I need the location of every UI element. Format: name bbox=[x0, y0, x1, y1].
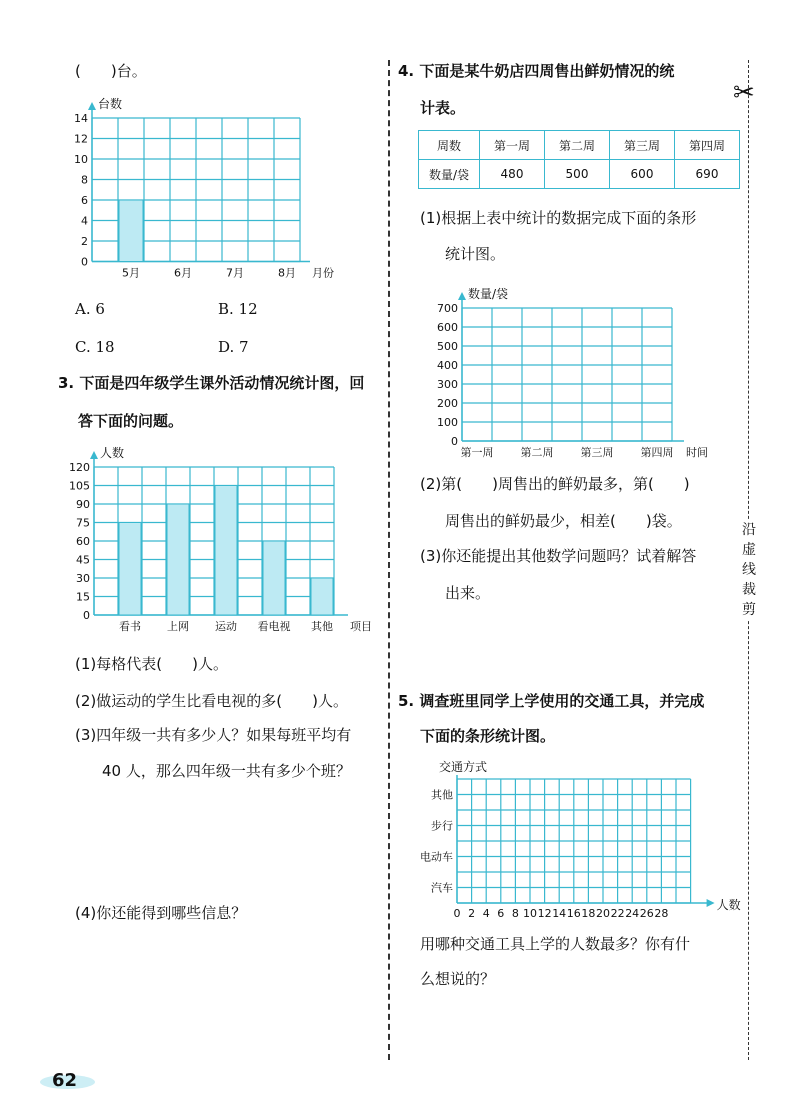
x-tick-label: 第三周 bbox=[580, 446, 614, 458]
q5-title-1: 5. 调查班里同学上学使用的交通工具，并完成 bbox=[398, 692, 705, 710]
x-tick-label: 20 bbox=[596, 907, 610, 920]
cut-instruction: 沿虚线裁剪 bbox=[742, 522, 756, 618]
x-tick-label: 运动 bbox=[215, 620, 237, 633]
x-tick-label: 上网 bbox=[167, 620, 189, 633]
table-cell: 周数 bbox=[419, 131, 480, 160]
bar bbox=[119, 523, 141, 616]
q2-chart bbox=[60, 88, 370, 288]
q3-title-2: 答下面的问题。 bbox=[78, 412, 184, 430]
x-tick-label: 10 bbox=[523, 907, 537, 920]
x-axis-title: 时间 bbox=[686, 446, 708, 458]
page-number: 62 bbox=[52, 1070, 78, 1091]
q4-sub3-2: 出来。 bbox=[445, 584, 491, 602]
q3-sub4: (4)你还能得到哪些信息？ bbox=[75, 904, 247, 922]
y-axis-title: 交通方式 bbox=[439, 760, 488, 774]
q4-sub3-1: (3)你还能提出其他数学问题吗？试着解答 bbox=[420, 547, 697, 565]
x-tick-label: 0 bbox=[453, 907, 461, 920]
y-tick-label: 0 bbox=[81, 255, 88, 269]
table-cell: 第一周 bbox=[480, 131, 545, 160]
table-cell: 第四周 bbox=[675, 131, 740, 160]
y-tick-label: 2 bbox=[81, 235, 88, 248]
q4-sub1-2: 统计图。 bbox=[445, 245, 506, 263]
x-tick-label: 4 bbox=[482, 907, 490, 920]
y-tick-label: 0 bbox=[451, 435, 458, 448]
x-axis-title: 月份 bbox=[312, 266, 334, 280]
x-tick-label: 26 bbox=[639, 907, 654, 920]
q2-option-b[interactable]: B. 12 bbox=[218, 300, 258, 318]
q2-option-c[interactable]: C. 18 bbox=[75, 338, 115, 356]
bar bbox=[167, 504, 189, 615]
x-tick-label: 28 bbox=[654, 907, 669, 920]
x-tick-label: 第四周 bbox=[640, 446, 674, 458]
y-tick-label: 600 bbox=[437, 321, 458, 334]
x-tick-label: 2 bbox=[468, 907, 476, 920]
x-axis-title: 人数 bbox=[716, 898, 741, 912]
y-tick-label: 700 bbox=[437, 302, 458, 315]
y-tick-label: 200 bbox=[437, 397, 458, 410]
q2-blank-line: ( )台。 bbox=[75, 62, 147, 80]
table-cell: 第二周 bbox=[545, 131, 610, 160]
x-tick-label: 16 bbox=[566, 907, 581, 920]
table-cell: 480 bbox=[480, 160, 545, 189]
q4-sub2-1: (2)第( )周售出的鲜奶最多，第( ) bbox=[420, 475, 690, 493]
table-cell: 690 bbox=[675, 160, 740, 189]
q3-sub3-2: 40 人，那么四年级一共有多少个班？ bbox=[102, 762, 351, 780]
x-tick-label: 8月 bbox=[278, 266, 296, 280]
y-tick-label: 电动车 bbox=[420, 850, 453, 864]
q5-title-2: 下面的条形统计图。 bbox=[420, 727, 556, 745]
y-tick-label: 105 bbox=[69, 479, 90, 493]
y-tick-label: 100 bbox=[437, 416, 458, 429]
bar bbox=[119, 200, 143, 262]
q3-sub3-1: (3)四年级一共有多少人？如果每班平均有 bbox=[75, 726, 352, 744]
scissors-icon: ✂ bbox=[733, 78, 755, 108]
table-row bbox=[419, 160, 740, 189]
y-tick-label: 90 bbox=[76, 498, 90, 511]
x-tick-label: 5月 bbox=[122, 266, 140, 280]
q2-option-d[interactable]: D. 7 bbox=[218, 338, 249, 356]
table-row bbox=[419, 131, 740, 160]
milk-table bbox=[418, 130, 740, 189]
x-tick-label: 看书 bbox=[119, 620, 141, 633]
y-tick-label: 500 bbox=[437, 340, 458, 353]
y-tick-label: 10 bbox=[74, 153, 88, 166]
y-tick-label: 400 bbox=[437, 359, 458, 372]
bar bbox=[263, 541, 285, 615]
x-tick-label: 22 bbox=[610, 907, 625, 920]
y-tick-label: 14 bbox=[74, 112, 88, 125]
y-tick-label: 60 bbox=[76, 535, 90, 548]
q2-option-a[interactable]: A. 6 bbox=[75, 300, 105, 318]
table-cell: 数量/袋 bbox=[419, 160, 480, 189]
y-axis-arrow-icon bbox=[90, 451, 98, 459]
y-axis-arrow-icon bbox=[458, 292, 466, 300]
x-tick-label: 12 bbox=[537, 907, 552, 920]
y-axis-arrow-icon bbox=[88, 102, 96, 110]
y-axis-title: 台数 bbox=[98, 97, 123, 111]
y-tick-label: 45 bbox=[76, 553, 90, 567]
y-axis-title: 人数 bbox=[100, 446, 125, 460]
y-tick-label: 15 bbox=[76, 590, 90, 604]
x-tick-label: 14 bbox=[552, 907, 567, 920]
q3-sub2: (2)做运动的学生比看电视的多( )人。 bbox=[75, 692, 348, 710]
q5-question-1: 用哪种交通工具上学的人数最多？你有什 bbox=[420, 935, 691, 953]
x-tick-label: 6月 bbox=[174, 266, 192, 280]
q4-title-1: 4. 下面是某牛奶店四周售出鲜奶情况的统 bbox=[398, 62, 675, 80]
x-tick-label: 6 bbox=[497, 907, 505, 920]
x-tick-label: 第一周 bbox=[460, 446, 494, 458]
q3-title-1: 3. 下面是四年级学生课外活动情况统计图，回 bbox=[58, 374, 365, 392]
q4-sub2-2: 周售出的鲜奶最少，相差( )袋。 bbox=[445, 512, 682, 530]
q3-chart bbox=[60, 440, 390, 640]
y-tick-label: 6 bbox=[81, 194, 88, 207]
q5-question-2: 么想说的？ bbox=[420, 970, 496, 988]
table-cell: 600 bbox=[610, 160, 675, 189]
x-tick-label: 第二周 bbox=[520, 446, 554, 458]
y-tick-label: 步行 bbox=[431, 819, 453, 833]
y-tick-label: 4 bbox=[81, 214, 88, 228]
q4-sub1-1: (1)根据上表中统计的数据完成下面的条形 bbox=[420, 209, 697, 227]
x-tick-label: 7月 bbox=[226, 266, 244, 280]
y-tick-label: 8 bbox=[81, 173, 88, 187]
q5-chart bbox=[405, 755, 745, 920]
y-tick-label: 300 bbox=[437, 378, 458, 391]
y-tick-label: 汽车 bbox=[431, 881, 453, 895]
bar bbox=[311, 578, 333, 615]
x-tick-label: 其他 bbox=[311, 620, 333, 633]
x-tick-label: 24 bbox=[625, 907, 640, 920]
x-axis-arrow-icon bbox=[707, 899, 715, 907]
x-tick-label: 看电视 bbox=[257, 620, 291, 633]
y-tick-label: 30 bbox=[76, 572, 90, 585]
bar bbox=[215, 486, 237, 616]
x-tick-label: 8 bbox=[511, 907, 519, 920]
y-axis-title: 数量/袋 bbox=[468, 287, 509, 301]
y-tick-label: 75 bbox=[76, 516, 90, 530]
x-axis-title: 项目 bbox=[350, 620, 372, 633]
q4-chart bbox=[420, 278, 745, 458]
y-tick-label: 0 bbox=[83, 609, 90, 622]
y-tick-label: 120 bbox=[69, 461, 90, 474]
y-tick-label: 其他 bbox=[431, 788, 453, 802]
q4-title-2: 计表。 bbox=[420, 99, 466, 117]
q3-sub1: (1)每格代表( )人。 bbox=[75, 655, 228, 673]
y-tick-label: 12 bbox=[74, 132, 88, 146]
table-cell: 第三周 bbox=[610, 131, 675, 160]
table-cell: 500 bbox=[545, 160, 610, 189]
x-tick-label: 18 bbox=[581, 907, 596, 920]
